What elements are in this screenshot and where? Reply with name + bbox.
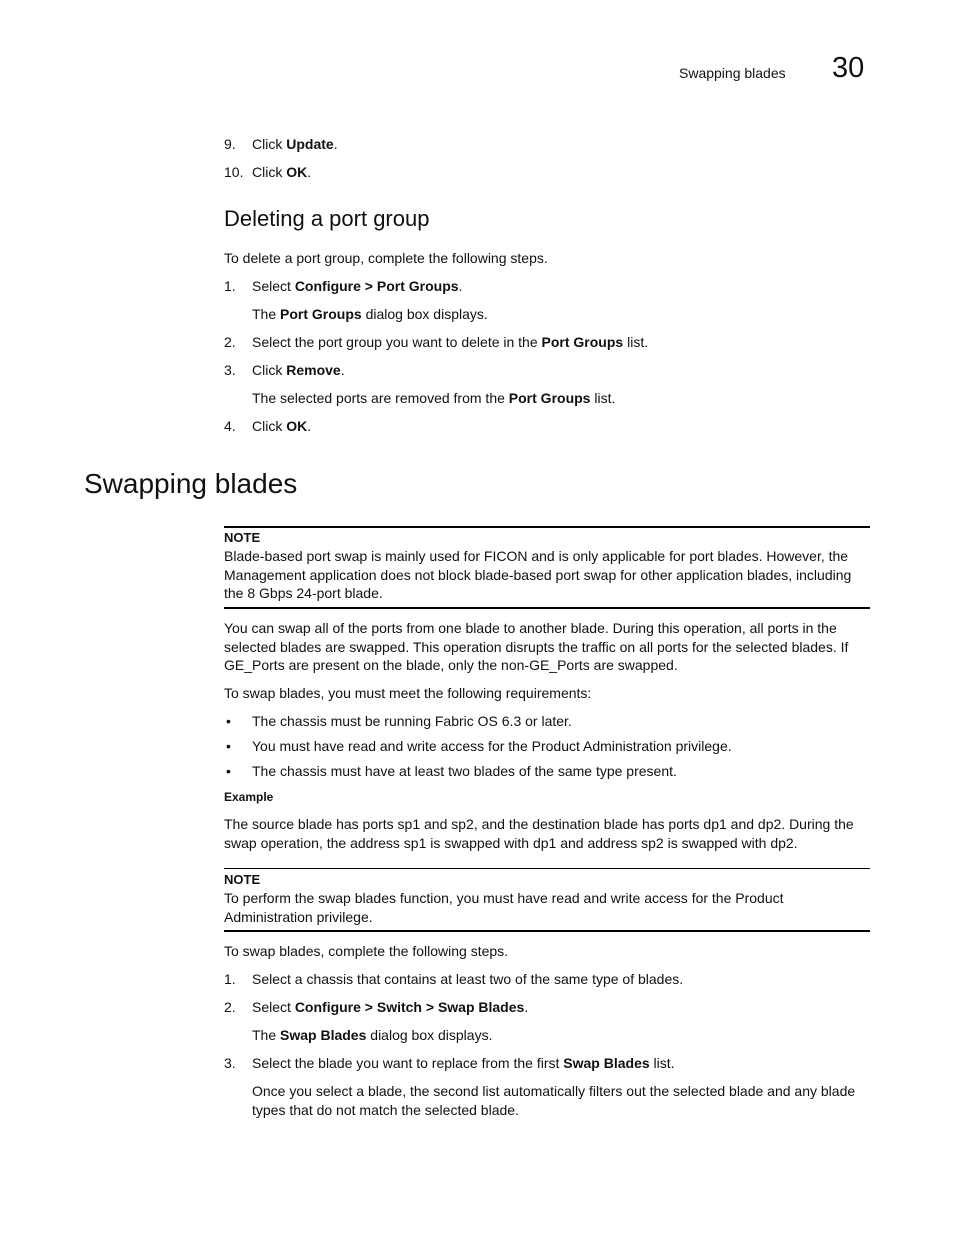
note-top-rule [224, 868, 870, 869]
menu-path: Configure > Port Groups [294, 278, 459, 294]
chapter-number: 30 [832, 52, 865, 84]
note-text: Blade-based port swap is mainly used for FICON and is only applicable for port blades. However, the Management application does not block blade-based port swap for other application blades, including the 8 Gbps 24-port blade. [224, 548, 852, 602]
ui-term: OK [286, 164, 308, 180]
note-bottom-rule [224, 607, 870, 609]
swap-intro-paragraph: You can swap all of the ports from one blade to another blade. During this operation, all ports in the selected blades are swapped. This operation disrupts the traffic on all ports for the selected blades. If GE_Ports are present on the blade, only the non-GE_Ports are swapped. [224, 620, 849, 674]
bullet-icon: • [226, 763, 231, 779]
note-label: NOTE [224, 530, 261, 545]
step-number: 10. [224, 164, 244, 180]
deleting-step-1-result: The Port Groups dialog box displays. [252, 306, 488, 322]
running-header-title: Swapping blades [679, 65, 786, 81]
note-top-rule [224, 526, 870, 528]
section-heading-deleting: Deleting a port group [224, 206, 430, 231]
bullet-icon: • [226, 738, 231, 754]
deleting-step-3-result: The selected ports are removed from the Port Groups list. [252, 390, 616, 406]
menu-path: Configure > Switch > Swap Blades [294, 999, 525, 1015]
note-text: To perform the swap blades function, you must have read and write access for the Product Administration privilege. [224, 890, 784, 925]
requirements-intro: To swap blades, you must meet the following requirements: [224, 685, 592, 701]
bullet-icon: • [226, 713, 231, 729]
note-bottom-rule [224, 930, 870, 932]
ui-term: Update [286, 136, 334, 152]
step-number: 9. [224, 136, 236, 152]
example-text: The source blade has ports sp1 and sp2, and the destination blade has ports dp1 and dp2. During the swap operation, the address sp1 is swapped with dp1 and address sp2 is swapped with dp2. [224, 816, 854, 851]
swap-step-3-result: Once you select a blade, the second list automatically filters out the selected blade and any blade types that do not match the selected blade. [252, 1083, 856, 1118]
note-label: NOTE [224, 872, 261, 887]
swap-step-2-result: The Swap Blades dialog box displays. [252, 1027, 493, 1043]
example-label: Example [224, 790, 274, 804]
deleting-intro: To delete a port group, complete the following steps. [224, 250, 548, 266]
swap-steps-intro: To swap blades, complete the following steps. [224, 943, 509, 959]
section-heading-swapping: Swapping blades [84, 468, 298, 499]
